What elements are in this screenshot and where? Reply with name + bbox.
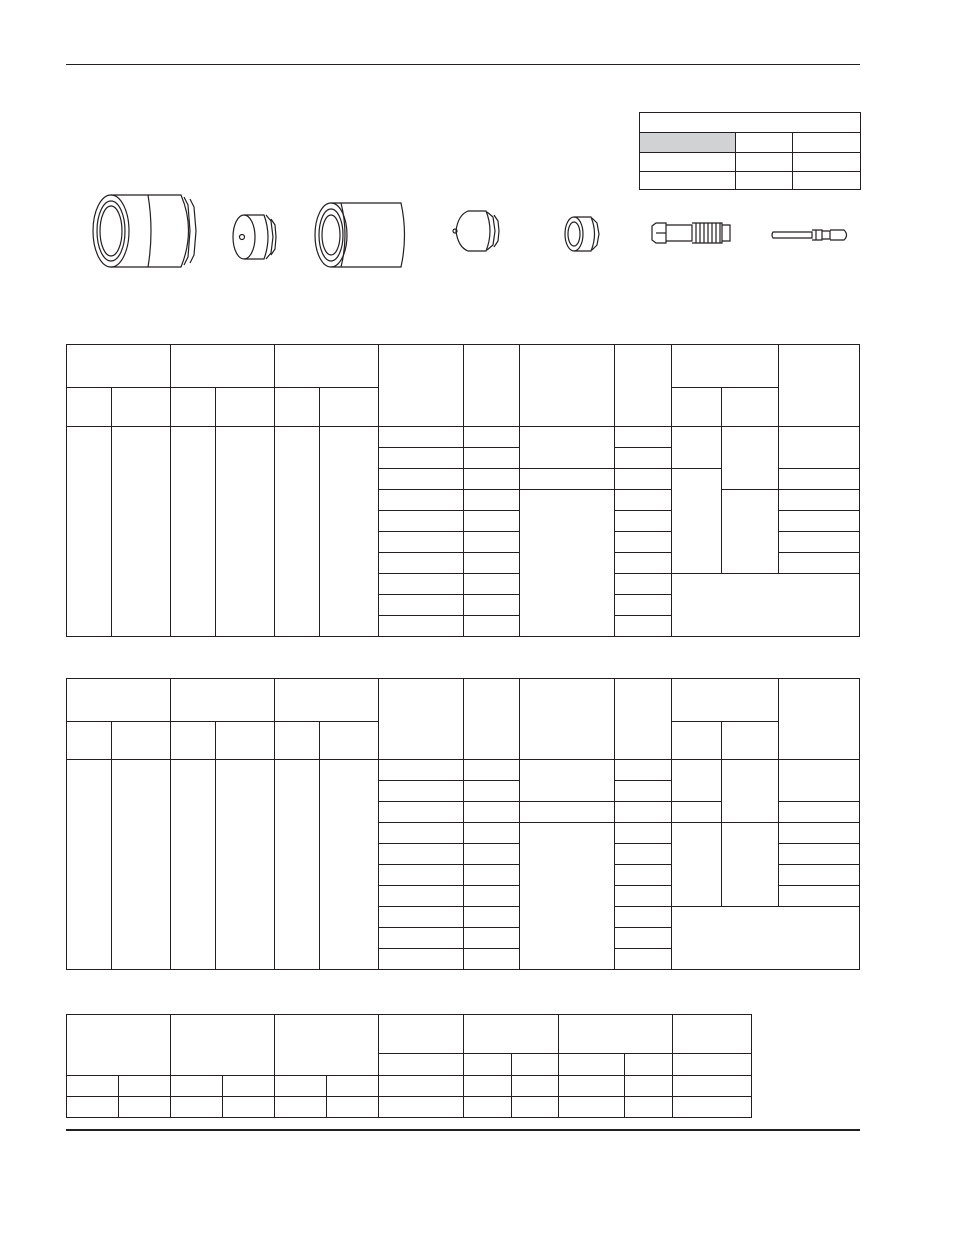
table-cell: [171, 1076, 223, 1097]
table-header-cell: [464, 345, 520, 427]
table-header-cell: [464, 1015, 559, 1054]
table-cell: [320, 760, 379, 970]
table-cell: [615, 781, 672, 802]
table-cell: [327, 1076, 379, 1097]
table-header-cell: [171, 345, 275, 388]
table-cell: [379, 760, 464, 781]
table-header-cell: [673, 1054, 752, 1076]
table-cell: [464, 448, 520, 469]
table-cell: [223, 1076, 275, 1097]
top-rule: [66, 64, 860, 65]
table-cell: [520, 427, 615, 469]
table-header-cell: [559, 1015, 673, 1054]
table-cell: [67, 1097, 119, 1118]
swirl-ring-icon: [565, 217, 599, 251]
table-header-cell: [67, 1015, 171, 1076]
consumable-parts-illustration: [66, 185, 860, 280]
table-header-cell: [275, 722, 320, 760]
table-cell: [615, 553, 672, 574]
bottom-rule: [66, 1129, 860, 1131]
table-cell: [464, 781, 520, 802]
table-header-cell: [625, 1054, 673, 1076]
table-cell: [672, 823, 722, 907]
table-header-cell: [275, 1015, 379, 1076]
water-tube-icon: [772, 230, 847, 240]
table-header-cell: [464, 1054, 512, 1076]
table-header-cell: [216, 388, 275, 427]
table-cell: [119, 1097, 171, 1118]
table-cell: [67, 1076, 119, 1097]
table-cell: [779, 760, 860, 802]
table-cell: [779, 532, 860, 553]
table-header-cell: [559, 1054, 625, 1076]
table-cell: [779, 865, 860, 886]
table-cell: [464, 760, 520, 781]
table-cell: [464, 865, 520, 886]
table-cell: [464, 427, 520, 448]
table-cell: [736, 133, 793, 153]
table-cell: [379, 865, 464, 886]
table-cell: [464, 802, 520, 823]
nozzle-icon: [453, 211, 499, 251]
table-cell: [779, 490, 860, 511]
table-header-cell: [520, 345, 615, 427]
table-header-cell: [379, 1054, 464, 1076]
table-cell: [464, 823, 520, 844]
table-cell: [464, 844, 520, 865]
table-cell: [112, 760, 171, 970]
table-cell: [520, 760, 615, 802]
table-cell: [615, 760, 672, 781]
table-cell: [673, 1097, 752, 1118]
table-header-cell: [615, 345, 672, 427]
table-header-cell: [520, 679, 615, 760]
table-cell: [615, 949, 672, 970]
table-header-cell: [672, 345, 779, 388]
table-cell: [379, 448, 464, 469]
table-cell: [379, 844, 464, 865]
table-cell: [379, 949, 464, 970]
table-cell: [615, 823, 672, 844]
table-cell: [520, 802, 615, 823]
table-cell: [672, 427, 722, 469]
table-cell: [464, 1097, 512, 1118]
table-cell: [512, 1097, 559, 1118]
table-cell: [379, 907, 464, 928]
table-header-cell: [379, 679, 464, 760]
table-header-cell: [673, 1015, 752, 1054]
cut-chart-table-2: [66, 678, 860, 970]
table-header-cell: [67, 679, 171, 722]
table-cell: [379, 574, 464, 595]
table-cell: [722, 427, 779, 490]
table-cell: [464, 532, 520, 553]
table-cell: [464, 949, 520, 970]
table-cell: [379, 886, 464, 907]
table-header-cell: [171, 722, 216, 760]
table-cell: [112, 427, 171, 637]
table-cell: [171, 1097, 223, 1118]
table-cell: [379, 553, 464, 574]
table-header-cell: [779, 345, 860, 427]
table-header-cell: [722, 388, 779, 427]
table-cell: [464, 616, 520, 637]
table-cell: [672, 574, 860, 637]
table-cell: [520, 469, 615, 490]
reference-table-title: [640, 113, 861, 133]
table-cell: [275, 427, 320, 637]
table-cell: [672, 802, 722, 823]
table-cell: [171, 427, 216, 637]
table-cell: [520, 823, 615, 970]
table-cell: [779, 469, 860, 490]
table-cell: [464, 553, 520, 574]
table-cell: [779, 886, 860, 907]
table-cell: [379, 427, 464, 448]
table-header-cell: [216, 722, 275, 760]
table-cell: [615, 865, 672, 886]
table-cell: [464, 511, 520, 532]
table-cell: [640, 153, 736, 172]
table-cell: [615, 448, 672, 469]
table-cell: [625, 1076, 673, 1097]
table-cell: [171, 760, 216, 970]
table-cell: [464, 1076, 512, 1097]
table-header-cell: [379, 1015, 464, 1054]
table-header-cell: [275, 345, 379, 388]
table-cell: [722, 490, 779, 574]
table-header-cell: [512, 1054, 559, 1076]
table-header-cell: [320, 388, 379, 427]
retaining-cap-icon: [315, 203, 405, 267]
table-cell: [464, 928, 520, 949]
table-cell: [379, 469, 464, 490]
table-cell: [275, 1076, 327, 1097]
table-header-cell: [672, 679, 779, 722]
table-header-cell: [171, 1015, 275, 1076]
table-header-cell: [171, 679, 275, 722]
table-cell: [320, 427, 379, 637]
table-cell: [275, 760, 320, 970]
table-cell: [464, 886, 520, 907]
table-header-cell: [779, 679, 860, 760]
table-cell: [615, 907, 672, 928]
table-header-cell: [275, 388, 320, 427]
table-cell: [464, 907, 520, 928]
table-cell: [793, 153, 861, 172]
table-cell: [67, 427, 112, 637]
table-cell: [379, 928, 464, 949]
table-cell: [464, 574, 520, 595]
table-cell: [464, 595, 520, 616]
table-cell: [779, 844, 860, 865]
table-header-cell: [379, 345, 464, 427]
table-cell: [615, 574, 672, 595]
table-cell: [736, 153, 793, 172]
table-cell: [779, 427, 860, 469]
table-header-cell: [672, 722, 722, 760]
table-header-cell: [67, 388, 112, 427]
table-cell: [379, 616, 464, 637]
reference-table: [639, 112, 861, 190]
table-cell: [559, 1076, 625, 1097]
table-header-cell: [464, 679, 520, 760]
cut-chart-table-1: [66, 344, 860, 637]
table-header-cell: [320, 722, 379, 760]
table-header-cell: [171, 388, 216, 427]
table-cell: [379, 823, 464, 844]
table-cell: [379, 595, 464, 616]
table-cell: [625, 1097, 673, 1118]
table-cell: [615, 802, 672, 823]
table-cell: [379, 511, 464, 532]
table-cell: [464, 469, 520, 490]
table-header-cell: [672, 388, 722, 427]
table-cell: [464, 490, 520, 511]
table-cell: [615, 928, 672, 949]
table-cell: [216, 760, 275, 970]
reference-table-header: [640, 133, 736, 153]
table-cell: [379, 1076, 464, 1097]
table-cell: [615, 469, 672, 490]
table-cell: [223, 1097, 275, 1118]
table-header-cell: [67, 345, 171, 388]
table-cell: [615, 490, 672, 511]
table-cell: [779, 511, 860, 532]
table-cell: [559, 1097, 625, 1118]
shield-icon: [93, 195, 196, 267]
settings-table: [66, 1014, 752, 1118]
table-cell: [793, 133, 861, 153]
table-cell: [520, 490, 615, 637]
table-header-cell: [112, 388, 171, 427]
table-cell: [275, 1097, 327, 1118]
table-header-cell: [112, 722, 171, 760]
table-cell: [722, 823, 779, 907]
table-cell: [379, 1097, 464, 1118]
table-header-cell: [67, 722, 112, 760]
table-header-cell: [722, 722, 779, 760]
table-cell: [615, 844, 672, 865]
table-cell: [327, 1097, 379, 1118]
table-cell: [615, 595, 672, 616]
table-cell: [673, 1076, 752, 1097]
table-cell: [672, 907, 860, 970]
table-cell: [779, 802, 860, 823]
table-cell: [67, 760, 112, 970]
table-cell: [615, 616, 672, 637]
table-header-cell: [275, 679, 379, 722]
table-cell: [379, 781, 464, 802]
table-cell: [672, 469, 722, 574]
table-header-cell: [615, 679, 672, 760]
table-cell: [615, 427, 672, 448]
table-cell: [779, 553, 860, 574]
table-cell: [779, 823, 860, 844]
electrode-icon: [652, 223, 730, 243]
table-cell: [672, 760, 722, 802]
table-cell: [379, 532, 464, 553]
table-cell: [615, 532, 672, 553]
table-cell: [615, 886, 672, 907]
table-cell: [379, 802, 464, 823]
table-cell: [379, 490, 464, 511]
table-cell: [615, 511, 672, 532]
table-cell: [512, 1076, 559, 1097]
shield-cap-icon: [233, 215, 276, 259]
table-cell: [722, 760, 779, 823]
table-cell: [119, 1076, 171, 1097]
table-cell: [216, 427, 275, 637]
